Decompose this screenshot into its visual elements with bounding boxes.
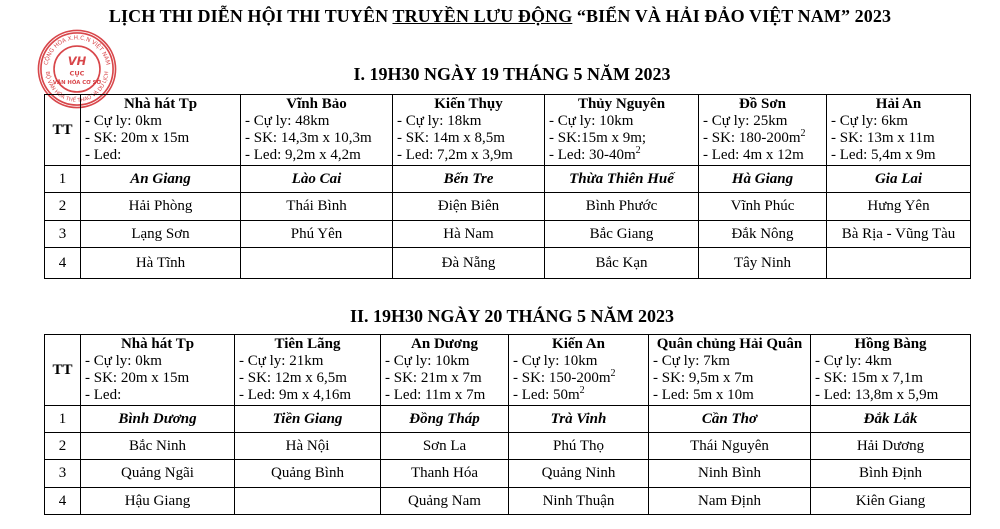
row-number: 1 (45, 166, 81, 193)
venue-header-cell (545, 95, 699, 166)
table-row (45, 248, 971, 279)
province-cell: Lào Cai (241, 166, 393, 193)
province-cell: Hải Phòng (81, 193, 241, 221)
row-number: 2 (45, 433, 81, 460)
title-underlined: TRUYỀN LƯU ĐỘNG (392, 6, 573, 26)
province-cell: Bình Dương (81, 406, 235, 433)
province-cell: Bắc Giang (545, 221, 699, 248)
venue-spec-line: - Led: 13,8m x 5,9m (815, 387, 939, 403)
venue-header-cell (811, 335, 971, 406)
province-cell (827, 248, 971, 279)
venue-header-cell (81, 335, 235, 406)
section-1-heading: I. 19H30 NGÀY 19 THÁNG 5 NĂM 2023 (353, 64, 671, 84)
venue-spec-line: - Cự ly: 25km (703, 113, 788, 129)
province-cell: Kiên Giang (811, 488, 971, 515)
venue-spec-line: - Led: 4m x 12m (703, 147, 804, 163)
province-cell: Bình Phước (545, 193, 699, 221)
venue-spec-line: - SK: 21m x 7m (385, 370, 482, 386)
province-cell: Ninh Bình (649, 460, 811, 488)
venue-header-cell (827, 95, 971, 166)
province-cell: Bình Định (811, 460, 971, 488)
province-cell: Hưng Yên (827, 193, 971, 221)
row-number: 1 (45, 406, 81, 433)
stamp-bottom-text: BỘ VĂN HÓA THỂ THAO VÀ DU LỊCH (43, 71, 111, 104)
province-cell: Tây Ninh (699, 248, 827, 279)
venue-name: Đồ Sơn (738, 96, 787, 112)
province-cell: Hà Tĩnh (81, 248, 241, 279)
venue-spec-line: - Cự ly: 4km (815, 353, 892, 369)
province-cell: Hà Nam (393, 221, 545, 248)
venue-spec-line: - SK: 13m x 11m (831, 130, 935, 146)
venue-spec-line: - Cự ly: 0km (85, 353, 162, 369)
venue-spec-line: - Cự ly: 48km (245, 113, 330, 129)
venue-spec-line: - Led: $50m^2$ (513, 385, 585, 403)
stamp-top-text: CỘNG HÒA X.H.C.N VIỆT NAM (43, 35, 111, 66)
province-cell: Vĩnh Phúc (699, 193, 827, 221)
venue-header-cell (235, 335, 381, 406)
venue-spec-line: - Led: 9m x 4,16m (239, 387, 352, 403)
province-cell: Quảng Ninh (509, 460, 649, 488)
province-cell: Thanh Hóa (381, 460, 509, 488)
row-number: 4 (45, 248, 81, 279)
province-cell: Phú Thọ (509, 433, 649, 460)
province-cell: Đồng Tháp (381, 406, 509, 433)
province-cell: Gia Lai (827, 166, 971, 193)
venue-spec-line: - Led: 7,2m x 3,9m (397, 147, 513, 163)
province-cell: Đà Nẵng (393, 248, 545, 279)
venue-spec-line: - SK: $180-200m^2$ (703, 128, 806, 146)
province-cell: Quảng Ngãi (81, 460, 235, 488)
province-cell: Hà Giang (699, 166, 827, 193)
province-cell: An Giang (81, 166, 241, 193)
venue-spec-line: - SK:15m x 9m; (549, 130, 647, 146)
venue-spec-line: - Led: 11m x 7m (385, 387, 486, 403)
table-row (45, 433, 971, 460)
venue-spec-line: - Led: 9,2m x 4,2m (245, 147, 361, 163)
venue-spec-line: - SK: 9,5m x 7m (653, 370, 754, 386)
venue-spec-line: - Cự ly: 0km (85, 113, 162, 129)
venue-spec-line: - SK: 14m x 8,5m (397, 130, 505, 146)
province-cell: Hà Nội (235, 433, 381, 460)
venue-spec-line: - Cự ly: 10km (549, 113, 634, 129)
province-cell: Ninh Thuận (509, 488, 649, 515)
province-cell: Bắc Ninh (81, 433, 235, 460)
venue-name: Thủy Nguyên (577, 96, 666, 112)
section-2-heading: II. 19H30 NGÀY 20 THÁNG 5 NĂM 2023 (349, 306, 674, 326)
row-number: 3 (45, 221, 81, 248)
province-cell: Lạng Sơn (81, 221, 241, 248)
title-pre: LỊCH THI DIỄN HỘI THI TUYÊN (108, 6, 393, 26)
row-number: 4 (45, 488, 81, 515)
province-cell: Trà Vinh (509, 406, 649, 433)
venue-header-row (45, 335, 971, 406)
venue-spec-line: - SK: 15m x 7,1m (815, 370, 923, 386)
province-cell: Đắk Lắk (811, 406, 971, 433)
venue-name: Nhà hát Tp (123, 96, 198, 112)
venue-header-cell (381, 335, 509, 406)
tt-header: TT (45, 335, 81, 406)
venue-name: Tiên Lãng (274, 336, 341, 352)
stamp-line2: VĂN HÓA CƠ SỞ (52, 79, 102, 86)
stamp-line1: CỤC (69, 69, 85, 78)
table-row (45, 166, 971, 193)
province-cell (235, 488, 381, 515)
province-cell: Thái Bình (241, 193, 393, 221)
province-cell: Sơn La (381, 433, 509, 460)
province-cell: Quảng Bình (235, 460, 381, 488)
venue-spec-line: - Led: 5,4m x 9m (831, 147, 936, 163)
venue-name: Nhà hát Tp (120, 336, 195, 352)
province-cell: Đắk Nông (699, 221, 827, 248)
schedule-table-day-19 (44, 94, 971, 279)
document-title (0, 6, 1000, 27)
venue-spec-line: - Led: $30-40m^2$ (549, 145, 641, 163)
row-number: 3 (45, 460, 81, 488)
table-row (45, 221, 971, 248)
province-cell (241, 248, 393, 279)
venue-header-cell (699, 95, 827, 166)
venue-name: Kiến Thụy (434, 96, 503, 112)
venue-name: Kiến An (552, 336, 605, 352)
province-cell: Quảng Nam (381, 488, 509, 515)
venue-name: An Dương (411, 336, 478, 352)
province-cell: Bà Rịa - Vũng Tàu (827, 221, 971, 248)
venue-name: Quân chủng Hải Quân (656, 336, 803, 352)
venue-header-cell (509, 335, 649, 406)
venue-spec-line: - Cự ly: 10km (513, 353, 598, 369)
venue-spec-line: - SK: 20m x 15m (85, 130, 190, 146)
venue-spec-line: - Led: (85, 147, 122, 163)
province-cell: Phú Yên (241, 221, 393, 248)
province-cell: Nam Định (649, 488, 811, 515)
row-number: 2 (45, 193, 81, 221)
venue-spec-line: - SK: 14,3m x 10,3m (245, 130, 372, 146)
venue-header-cell (649, 335, 811, 406)
province-cell: Bến Tre (393, 166, 545, 193)
table-row (45, 488, 971, 515)
province-cell: Cần Thơ (649, 406, 811, 433)
province-cell: Thừa Thiên Huế (545, 166, 699, 193)
venue-spec-line: - Led: 5m x 10m (653, 387, 754, 403)
venue-name: Vĩnh Bảo (286, 96, 347, 112)
venue-spec-line: - SK: $150-200m^2$ (513, 368, 616, 386)
province-cell: Điện Biên (393, 193, 545, 221)
venue-name: Hải An (875, 96, 922, 112)
table-row (45, 193, 971, 221)
venue-spec-line: - Cự ly: 18km (397, 113, 482, 129)
province-cell: Hậu Giang (81, 488, 235, 515)
venue-spec-line: - SK: 12m x 6,5m (239, 370, 347, 386)
venue-spec-line: - Cự ly: 10km (385, 353, 470, 369)
province-cell: Thái Nguyên (649, 433, 811, 460)
venue-spec-line: - Cự ly: 7km (653, 353, 730, 369)
venue-name: Hồng Bàng (854, 336, 927, 352)
venue-spec-line: - Cự ly: 6km (831, 113, 908, 129)
venue-header-cell (393, 95, 545, 166)
venue-spec-line: - Cự ly: 21km (239, 353, 324, 369)
stamp-logo: VH (67, 53, 87, 68)
tt-header: TT (45, 95, 81, 166)
title-post: “BIỂN VÀ HẢI ĐẢO VIỆT NAM” 2023 (572, 6, 892, 26)
table-row (45, 406, 971, 433)
table-row (45, 460, 971, 488)
province-cell: Tiền Giang (235, 406, 381, 433)
province-cell: Hải Dương (811, 433, 971, 460)
schedule-table-day-20 (44, 334, 971, 515)
venue-spec-line: - SK: 20m x 15m (85, 370, 190, 386)
venue-header-cell (81, 95, 241, 166)
province-cell: Bắc Kạn (545, 248, 699, 279)
venue-header-row (45, 95, 971, 166)
venue-header-cell (241, 95, 393, 166)
venue-spec-line: - Led: (85, 387, 122, 403)
